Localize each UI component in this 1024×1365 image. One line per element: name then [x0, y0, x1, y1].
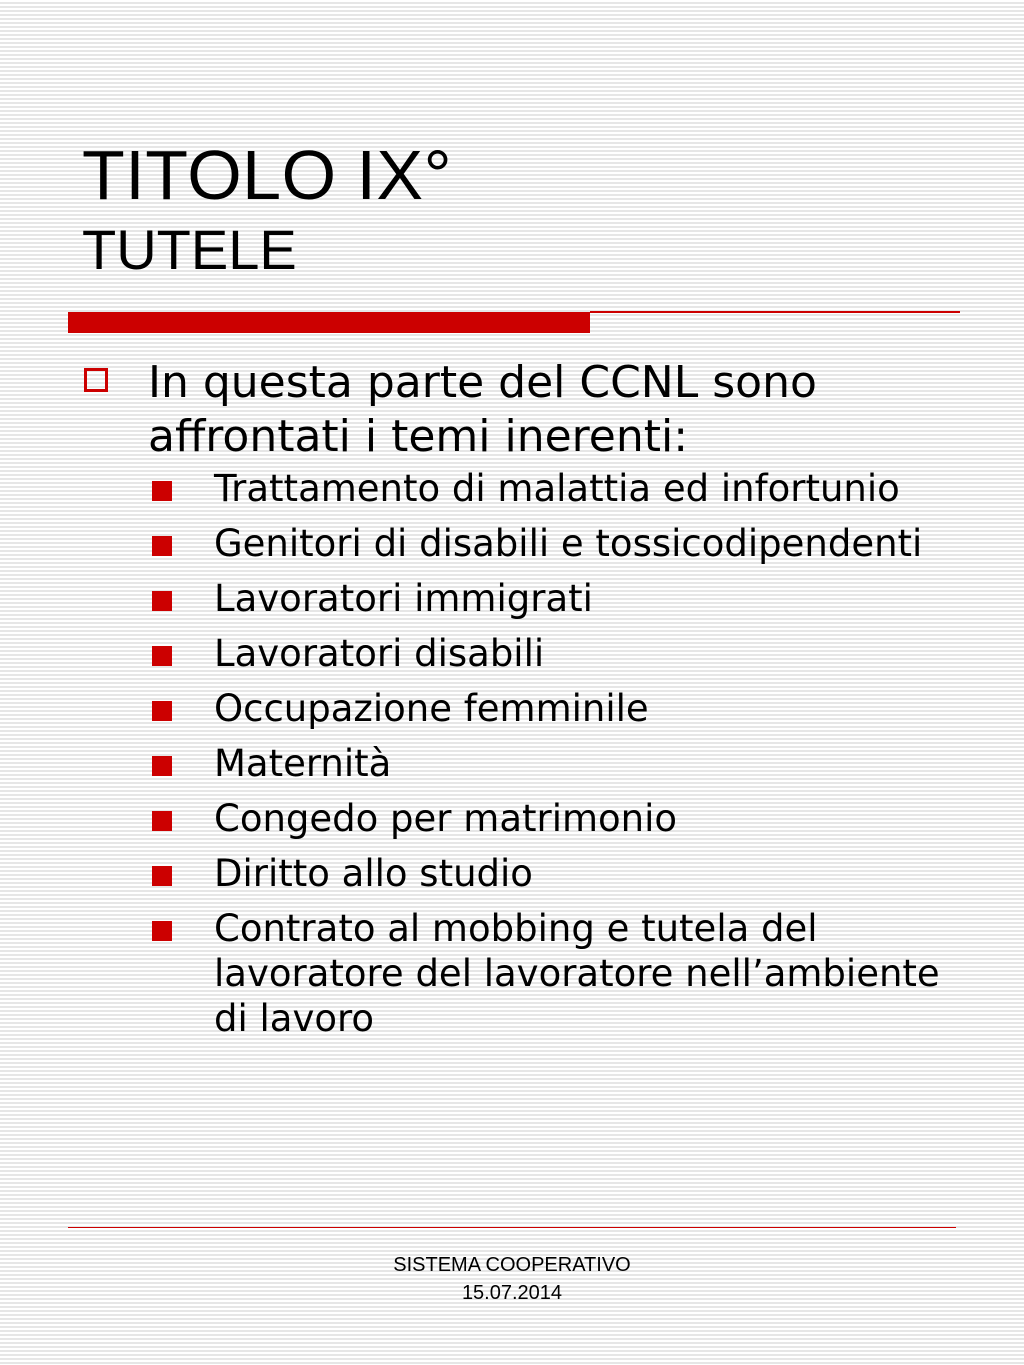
topic-text: Diritto allo studio	[214, 852, 533, 895]
topic-list-item	[82, 851, 962, 896]
hollow-square-bullet-icon	[84, 368, 108, 392]
topic-list-item	[82, 521, 962, 566]
title-underline-thin	[590, 311, 960, 313]
intro-text: In questa parte del CCNL sono affrontati i temi inerenti:	[148, 357, 817, 462]
footer-divider	[68, 1227, 956, 1228]
topic-list-item	[82, 796, 962, 841]
filled-square-bullet-icon	[152, 921, 172, 941]
title-main: TITOLO IX°	[82, 136, 453, 214]
slide-footer	[312, 1251, 712, 1307]
topic-text: Genitori di disabili e tossicodipendenti	[214, 522, 923, 565]
topic-text: Maternità	[214, 742, 392, 785]
topic-list-item	[82, 576, 962, 621]
topic-text: Congedo per matrimonio	[214, 797, 678, 840]
slide-title	[82, 136, 453, 281]
topic-text: Contrato al mobbing e tutela del lavoratore del lavoratore nell’ambiente di lavoro	[214, 907, 940, 1040]
title-underline-thick	[68, 312, 590, 333]
slide-body	[82, 356, 962, 1051]
footer-organization: SISTEMA COOPERATIVO	[393, 1254, 631, 1276]
topic-list	[82, 466, 962, 1041]
filled-square-bullet-icon	[152, 591, 172, 611]
filled-square-bullet-icon	[152, 811, 172, 831]
filled-square-bullet-icon	[152, 866, 172, 886]
filled-square-bullet-icon	[152, 536, 172, 556]
topic-text: Lavoratori immigrati	[214, 577, 593, 620]
filled-square-bullet-icon	[152, 481, 172, 501]
filled-square-bullet-icon	[152, 646, 172, 666]
topic-list-item	[82, 906, 962, 1041]
topic-list-item	[82, 631, 962, 676]
intro-bullet	[82, 356, 962, 464]
topic-text: Lavoratori disabili	[214, 632, 545, 675]
topic-text: Occupazione femminile	[214, 687, 649, 730]
topic-list-item	[82, 741, 962, 786]
topic-list-item	[82, 466, 962, 511]
topic-list-item	[82, 686, 962, 731]
title-subtitle: TUTELE	[82, 218, 297, 281]
filled-square-bullet-icon	[152, 756, 172, 776]
footer-date: 15.07.2014	[461, 1282, 563, 1304]
topic-text: Trattamento di malattia ed infortunio	[214, 467, 900, 510]
filled-square-bullet-icon	[152, 701, 172, 721]
